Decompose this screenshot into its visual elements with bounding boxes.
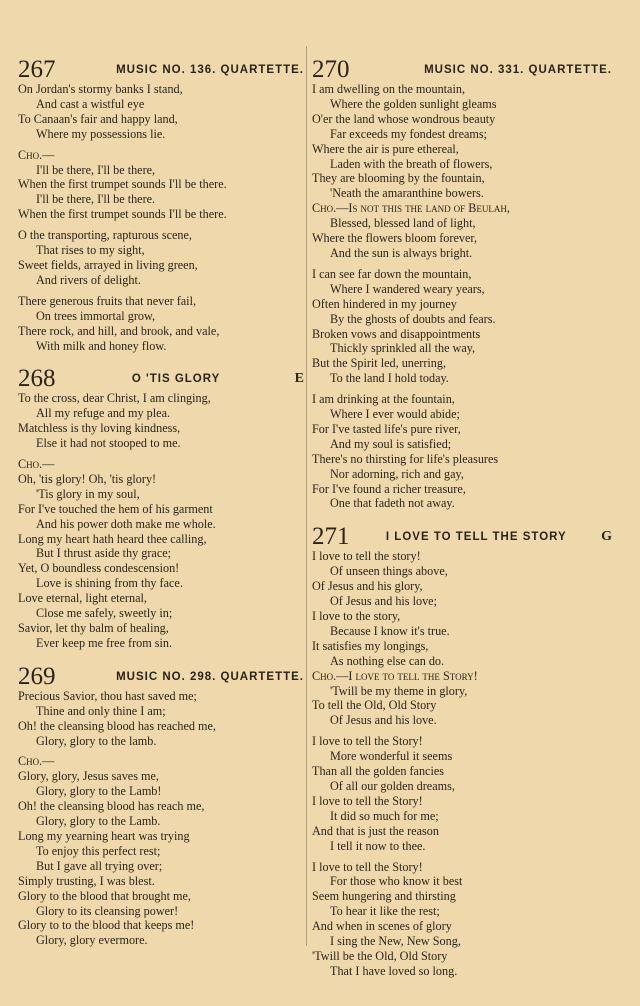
left-column: [18, 44, 304, 948]
chorus-line: Cho.—Is not this the land of Beulah,: [312, 201, 510, 216]
verse-line: And cast a wistful eye: [36, 96, 145, 111]
verse-line: I can see far down the mountain,: [312, 266, 472, 281]
verse-line: Glory to to the blood that keeps me!: [18, 918, 195, 933]
verse-line: Broken vows and disappointments: [312, 326, 481, 341]
verse-line: By the ghosts of doubts and fears.: [330, 311, 496, 326]
verse-line: But I gave all trying over;: [36, 858, 163, 873]
chorus-line: Cho.—I love to tell the Story!: [312, 668, 478, 683]
verse-line: And rivers of delight.: [36, 272, 141, 287]
verse-line: Of unseen things above,: [330, 564, 448, 579]
chorus-line: Glory, glory to the Lamb.: [36, 814, 161, 829]
verse-line: I love to tell the Story!: [312, 734, 423, 749]
right-column: [312, 44, 612, 979]
chorus-line: For I've touched the hem of his garment: [18, 501, 213, 516]
chorus-line: When the first trumpet sounds I'll be there.: [18, 177, 227, 192]
verse-line: For I've tasted life's pure river,: [312, 421, 461, 436]
chorus-line: When the first trumpet sounds I'll be there.: [18, 207, 227, 222]
verse-line: Glory, glory to the lamb.: [36, 733, 157, 748]
verse-line: Thine and only thine I am;: [36, 703, 166, 718]
verse-line: Of Jesus and his glory,: [312, 579, 423, 594]
verse-line: That rises to my sight,: [36, 243, 145, 258]
verse-line: Where the golden sunlight gleams: [330, 96, 497, 111]
chorus-line: And his power doth make me whole.: [36, 516, 216, 531]
chorus-label: Cho.—: [18, 754, 55, 769]
chorus-line: Oh, 'tis glory! Oh, 'tis glory!: [18, 471, 157, 486]
chorus-line: Where the flowers bloom forever,: [312, 231, 477, 246]
chorus-line: Glory, glory, Jesus saves me,: [18, 769, 159, 784]
verse-line: I love to the story,: [312, 609, 401, 623]
verse-line: 'Neath the amaranthine bowers.: [330, 186, 484, 201]
verse-line: To Canaan's fair and happy land,: [18, 111, 178, 126]
chorus-line: I'll be there, I'll be there,: [36, 162, 156, 177]
verse-line: But the Spirit led, unerring,: [312, 356, 447, 371]
verse-line: Of all our golden dreams,: [330, 778, 455, 793]
verse-line: Long my yearning heart was trying: [18, 828, 190, 843]
verse-line: To the cross, dear Christ, I am clinging,: [18, 391, 211, 406]
hymn-267: [18, 48, 304, 353]
verse-line: Far exceeds my fondest dreams;: [330, 126, 488, 141]
chorus-line: And the sun is always bright.: [330, 245, 473, 260]
hymn-number: 268: [18, 365, 56, 393]
chorus-line: Of Jesus and his love.: [330, 713, 437, 728]
verse-line: It satisfies my longings,: [312, 638, 429, 653]
verse-line: More wonderful it seems: [330, 749, 453, 764]
chorus-line: To tell the Old, Old Story: [312, 698, 437, 713]
verse-line: Often hindered in my journey: [312, 296, 457, 311]
verse-line: Love eternal, light eternal,: [18, 591, 147, 606]
verse-line: Nor adorning, rich and gay,: [330, 466, 464, 481]
verse-line: That I have loved so long.: [330, 963, 458, 978]
verse-line: Else it had not stooped to me.: [36, 436, 181, 451]
verse-line: Sweet fields, arrayed in living green,: [18, 257, 198, 272]
verse-line: Oh! the cleansing blood has reached me,: [18, 718, 216, 733]
hymn-text: [18, 82, 304, 353]
chorus-label: Cho.—: [18, 147, 55, 162]
verse-line: I am dwelling on the mountain,: [312, 82, 465, 96]
hymn-header: [18, 48, 304, 82]
verse-line: All my refuge and my plea.: [36, 406, 171, 421]
hymn-text: [18, 689, 304, 948]
hymn-title: MUSIC NO. 298. QUARTETTE.: [116, 670, 304, 683]
hymn-title: O 'TIS GLORY: [131, 373, 221, 386]
verse-line: Where the air is pure ethereal,: [312, 141, 459, 156]
verse-line: For I've found a richer treasure,: [312, 481, 466, 496]
hymn-number: 269: [18, 662, 56, 690]
verse-line: Matchless is thy loving kindness,: [18, 421, 181, 436]
verse-line: To enjoy this perfect rest;: [36, 843, 161, 858]
hymn-title: I LOVE TO TELL THE STORY: [385, 531, 567, 544]
verse-line: Glory to its cleansing power!: [36, 903, 179, 918]
hymn-number: 270: [312, 56, 350, 83]
verse-line: Long my heart hath heard thee calling,: [18, 531, 207, 546]
verse-line: On Jordan's stormy banks I stand,: [18, 82, 183, 96]
verse-line: Where I wandered weary years,: [330, 281, 485, 296]
verse-line: And when in scenes of glory: [312, 919, 452, 934]
verse-line: Seem hungering and thirsting: [312, 889, 456, 904]
verse-line: To hear it like the rest;: [330, 904, 440, 919]
hymn-text: [312, 82, 612, 511]
verse-line: Simply trusting, I was blest.: [18, 873, 155, 888]
hymn-header: [18, 357, 304, 391]
verse-line: As nothing else can do.: [330, 653, 445, 668]
hymn-269: [18, 655, 304, 948]
verse-line: It did so much for me;: [330, 808, 439, 823]
chorus-line: 'Twill be my theme in glory,: [330, 683, 468, 698]
verse-line: Precious Savior, thou hast saved me;: [18, 688, 197, 703]
chorus-line: Oh! the cleansing blood has reach me,: [18, 799, 205, 814]
hymn-268: [18, 357, 304, 650]
hymn-270: [312, 48, 612, 511]
column-divider: [306, 46, 307, 946]
verse-line: I tell it now to thee.: [330, 838, 426, 853]
verse-line: Savior, let thy balm of healing,: [18, 621, 169, 635]
verse-line: 'Twill be the Old, Old Story: [312, 948, 448, 963]
chorus-line: Glory, glory to the Lamb!: [36, 784, 162, 799]
hymn-title: MUSIC NO. 136. QUARTETTE.: [116, 64, 304, 76]
verse-line: There's no thirsting for life's pleasures: [312, 451, 499, 466]
verse-line: There generous fruits that never fail,: [18, 293, 196, 308]
chorus-line: I'll be there, I'll be there.: [36, 192, 156, 207]
tune-key: E: [294, 371, 304, 387]
verse-line: I love to tell the Story!: [312, 793, 423, 808]
verse-line: There rock, and hill, and brook, and vale,: [18, 323, 220, 338]
verse-line: Than all the golden fancies: [312, 764, 444, 779]
hymn-header: [312, 515, 612, 549]
verse-line: They are blooming by the fountain,: [312, 171, 485, 186]
verse-line: O'er the land whose wondrous beauty: [312, 111, 496, 126]
verse-line: Of Jesus and his love;: [330, 594, 437, 609]
verse-line: And that is just the reason: [312, 823, 439, 838]
tune-key: G: [601, 529, 612, 545]
verse-line: Laden with the breath of flowers,: [330, 156, 493, 171]
verse-line: Yet, O boundless condescension!: [18, 561, 180, 576]
verse-line: O the transporting, rapturous scene,: [18, 228, 192, 243]
verse-line: For those who know it best: [330, 874, 463, 889]
hymn-number: 267: [18, 56, 56, 83]
chorus-line: Blessed, blessed land of light,: [330, 216, 476, 231]
verse-line: I sing the New, New Song,: [330, 934, 461, 949]
verse-line: Where my possessions lie.: [36, 126, 166, 141]
verse-line: But I thrust aside thy grace;: [36, 546, 172, 561]
verse-line: Glory to the blood that brought me,: [18, 888, 191, 903]
hymn-text: [18, 391, 304, 650]
verse-line: Love is shining from thy face.: [36, 576, 183, 591]
chorus-label: Cho.—: [18, 457, 55, 472]
hymn-number: 271: [312, 523, 350, 551]
verse-line: I love to tell the Story!: [312, 859, 423, 874]
hymn-header: [18, 655, 304, 689]
verse-line: With milk and honey flow.: [36, 338, 167, 353]
hymn-header: [312, 48, 612, 82]
verse-line: I love to tell the story!: [312, 549, 421, 564]
verse-line: Where I ever would abide;: [330, 407, 460, 422]
verse-line: Glory, glory evermore.: [36, 933, 148, 948]
verse-line: Because I know it's true.: [330, 623, 450, 638]
hymn-title: MUSIC NO. 331. QUARTETTE.: [424, 64, 612, 76]
verse-line: And my soul is satisfied;: [330, 436, 452, 451]
verse-line: To the land I hold today.: [330, 371, 449, 386]
verse-line: I am drinking at the fountain,: [312, 392, 455, 407]
verse-line: On trees immortal grow,: [36, 308, 156, 323]
chorus-line: 'Tis glory in my soul,: [36, 486, 140, 501]
hymn-271: [312, 515, 612, 978]
verse-line: Ever keep me free from sin.: [36, 635, 173, 650]
verse-line: One that fadeth not away.: [330, 496, 455, 511]
verse-line: Close me safely, sweetly in;: [36, 606, 173, 621]
verse-line: Thickly sprinkled all the way,: [330, 341, 476, 356]
hymn-text: [312, 549, 612, 978]
